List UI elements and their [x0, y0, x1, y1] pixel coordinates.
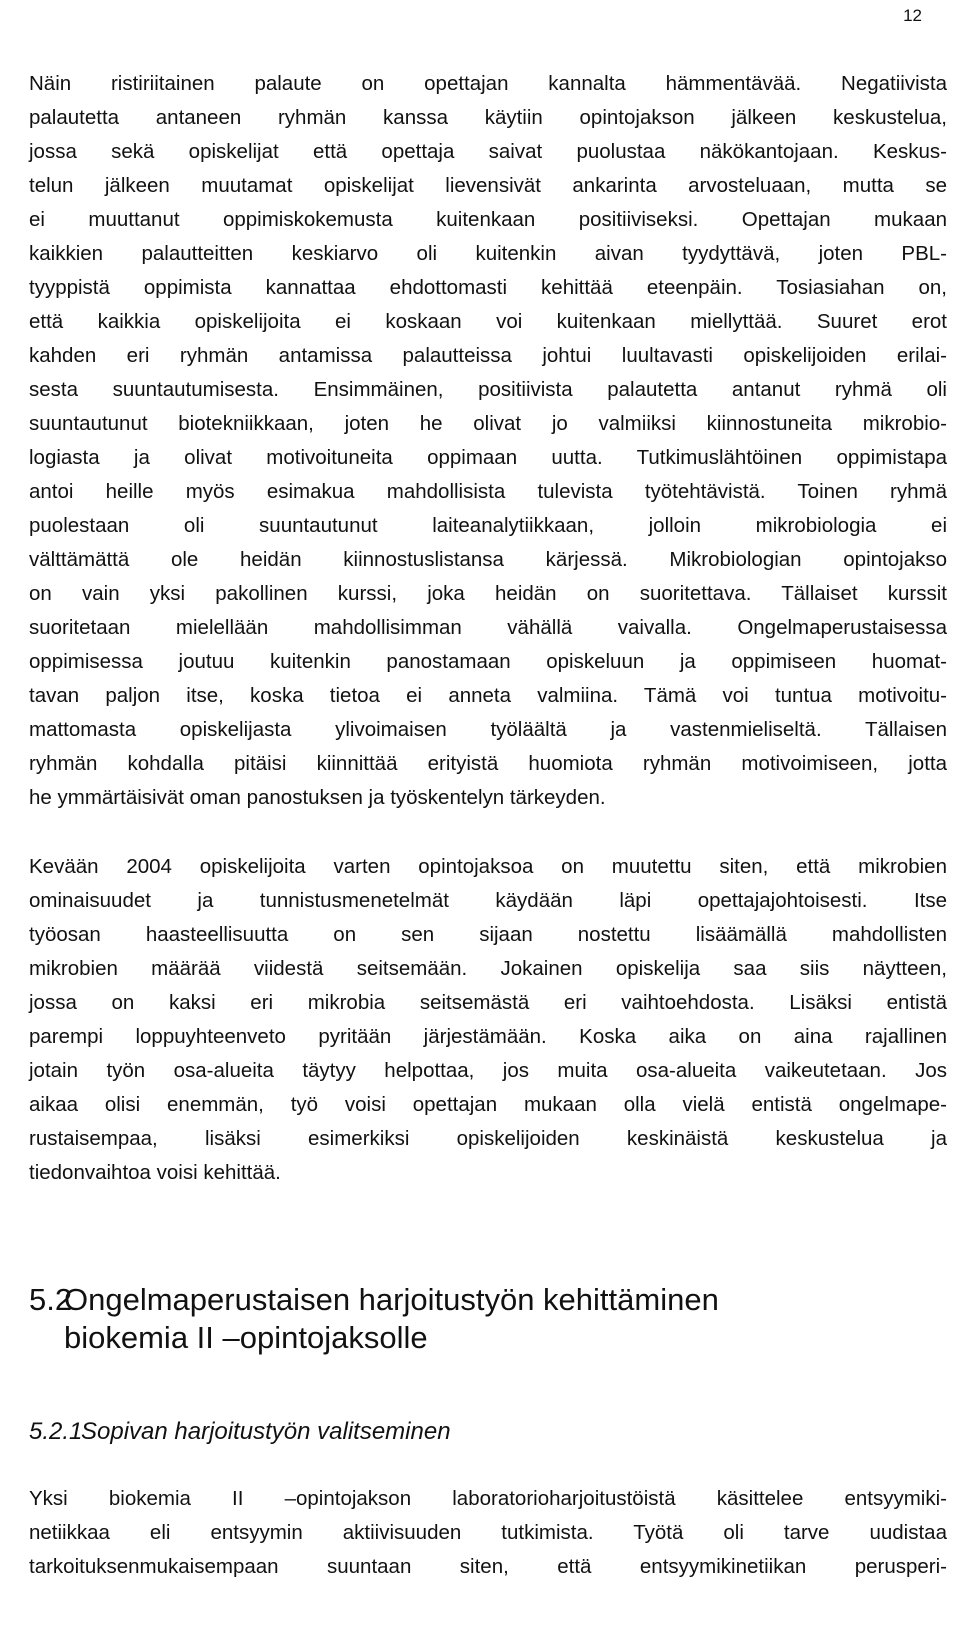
text-line: jossa sekä opiskelijat että opettaja saivat puolustaa näkökantojaan. Keskus- — [29, 140, 947, 163]
text-line: että kaikkia opiskelijoita ei koskaan voi kuitenkaan miellyttää. Suuret erot — [29, 310, 947, 333]
text-line: telun jälkeen muutamat opiskelijat lievensivät ankarinta arvosteluaan, mutta se — [29, 174, 947, 197]
text-line: tavan paljon itse, koska tietoa ei anneta valmiina. Tämä voi tuntua motivoitu- — [29, 684, 947, 707]
text-line: ominaisuudet ja tunnistusmenetelmät käydään läpi opettajajohtoisesti. Itse — [29, 889, 947, 912]
section-title-line-1: Ongelmaperustaisen harjoitustyön kehittäminen — [64, 1282, 719, 1317]
text-line: he ymmärtäisivät oman panostuksen ja työskentelyn tärkeyden. — [29, 786, 606, 809]
text-line: kaikkien palautteitten keskiarvo oli kuitenkin aivan tyydyttävä, joten PBL- — [29, 242, 947, 265]
text-line: ryhmän kohdalla pitäisi kiinnittää erityistä huomiota ryhmän motivoimiseen, jotta — [29, 752, 947, 775]
text-line: sesta suuntautumisesta. Ensimmäinen, positiivista palautetta antanut ryhmä oli — [29, 378, 947, 401]
page-number: 12 — [903, 6, 922, 25]
text-line: jossa on kaksi eri mikrobia seitsemästä eri vaihtoehdosta. Lisäksi entistä — [29, 991, 947, 1014]
text-line: kahden eri ryhmän antamissa palautteissa johtui luultavasti opiskelijoiden erilai- — [29, 344, 947, 367]
text-line: puolestaan oli suuntautunut laiteanalytiikkaan, jolloin mikrobiologia ei — [29, 514, 947, 537]
text-line: logiasta ja olivat motivoituneita oppimaan uutta. Tutkimuslähtöinen oppimistapa — [29, 446, 947, 469]
text-line: tyyppistä oppimista kannattaa ehdottomasti kehittää eteenpäin. Tosiasiahan on, — [29, 276, 947, 299]
text-line: rustaisempaa, lisäksi esimerkiksi opiskelijoiden keskinäistä keskustelua ja — [29, 1127, 947, 1150]
text-line: mattomasta opiskelijasta ylivoimaisen työläältä ja vastenmieliseltä. Tällaisen — [29, 718, 947, 741]
text-line: oppimisessa joutuu kuitenkin panostamaan opiskeluun ja oppimiseen huomat- — [29, 650, 947, 673]
text-line: työosan haasteellisuutta on sen sijaan nostettu lisäämällä mahdollisten — [29, 923, 947, 946]
section-heading — [29, 1282, 947, 1318]
text-line: tiedonvaihtoa voisi kehittää. — [29, 1161, 281, 1184]
text-line: antoi heille myös esimakua mahdollisista tulevista työtehtävistä. Toinen ryhmä — [29, 480, 947, 503]
text-line: tarkoituksenmukaisempaan suuntaan siten, että entsyymikinetiikan perusperi- — [29, 1555, 947, 1578]
text-line: Näin ristiriitainen palaute on opettajan kannalta hämmentävää. Negatiivista — [29, 72, 947, 95]
text-line: ei muuttanut oppimiskokemusta kuitenkaan positiiviseksi. Opettajan mukaan — [29, 208, 947, 231]
subsection-number: 5.2.1 — [29, 1418, 83, 1445]
text-line: suuntautunut biotekniikkaan, joten he olivat jo valmiiksi kiinnostuneita mikrobio- — [29, 412, 947, 435]
text-line: netiikkaa eli entsyymin aktiivisuuden tutkimista. Työtä oli tarve uudistaa — [29, 1521, 947, 1544]
text-line: Yksi biokemia II –opintojakson laboratorioharjoitustöistä käsittelee entsyymiki- — [29, 1487, 947, 1510]
text-line: jotain työn osa-alueita täytyy helpottaa, jos muita osa-alueita vaikeutetaan. Jos — [29, 1059, 947, 1082]
text-line: on vain yksi pakollinen kurssi, joka heidän on suoritettava. Tällaiset kurssit — [29, 582, 947, 605]
text-line: Kevään 2004 opiskelijoita varten opintojaksoa on muutettu siten, että mikrobien — [29, 855, 947, 878]
text-line: palautetta antaneen ryhmän kanssa käytiin opintojakson jälkeen keskustelua, — [29, 106, 947, 129]
text-line: välttämättä ole heidän kiinnostuslistansa kärjessä. Mikrobiologian opintojakso — [29, 548, 947, 571]
subsection-heading — [29, 1418, 451, 1446]
subsection-title: Sopivan harjoitustyön valitseminen — [81, 1418, 451, 1445]
text-line: parempi loppuyhteenveto pyritään järjestämään. Koska aika on aina rajallinen — [29, 1025, 947, 1048]
text-line: aikaa olisi enemmän, työ voisi opettajan mukaan olla vielä entistä ongelmape- — [29, 1093, 947, 1116]
text-line: suoritetaan mielellään mahdollisimman vähällä vaivalla. Ongelmaperustaisessa — [29, 616, 947, 639]
text-line: mikrobien määrää viidestä seitsemään. Jokainen opiskelija saa siis näytteen, — [29, 957, 947, 980]
section-number: 5.2 — [29, 1282, 73, 1317]
section-title-line-2: biokemia II –opintojaksolle — [64, 1320, 428, 1355]
